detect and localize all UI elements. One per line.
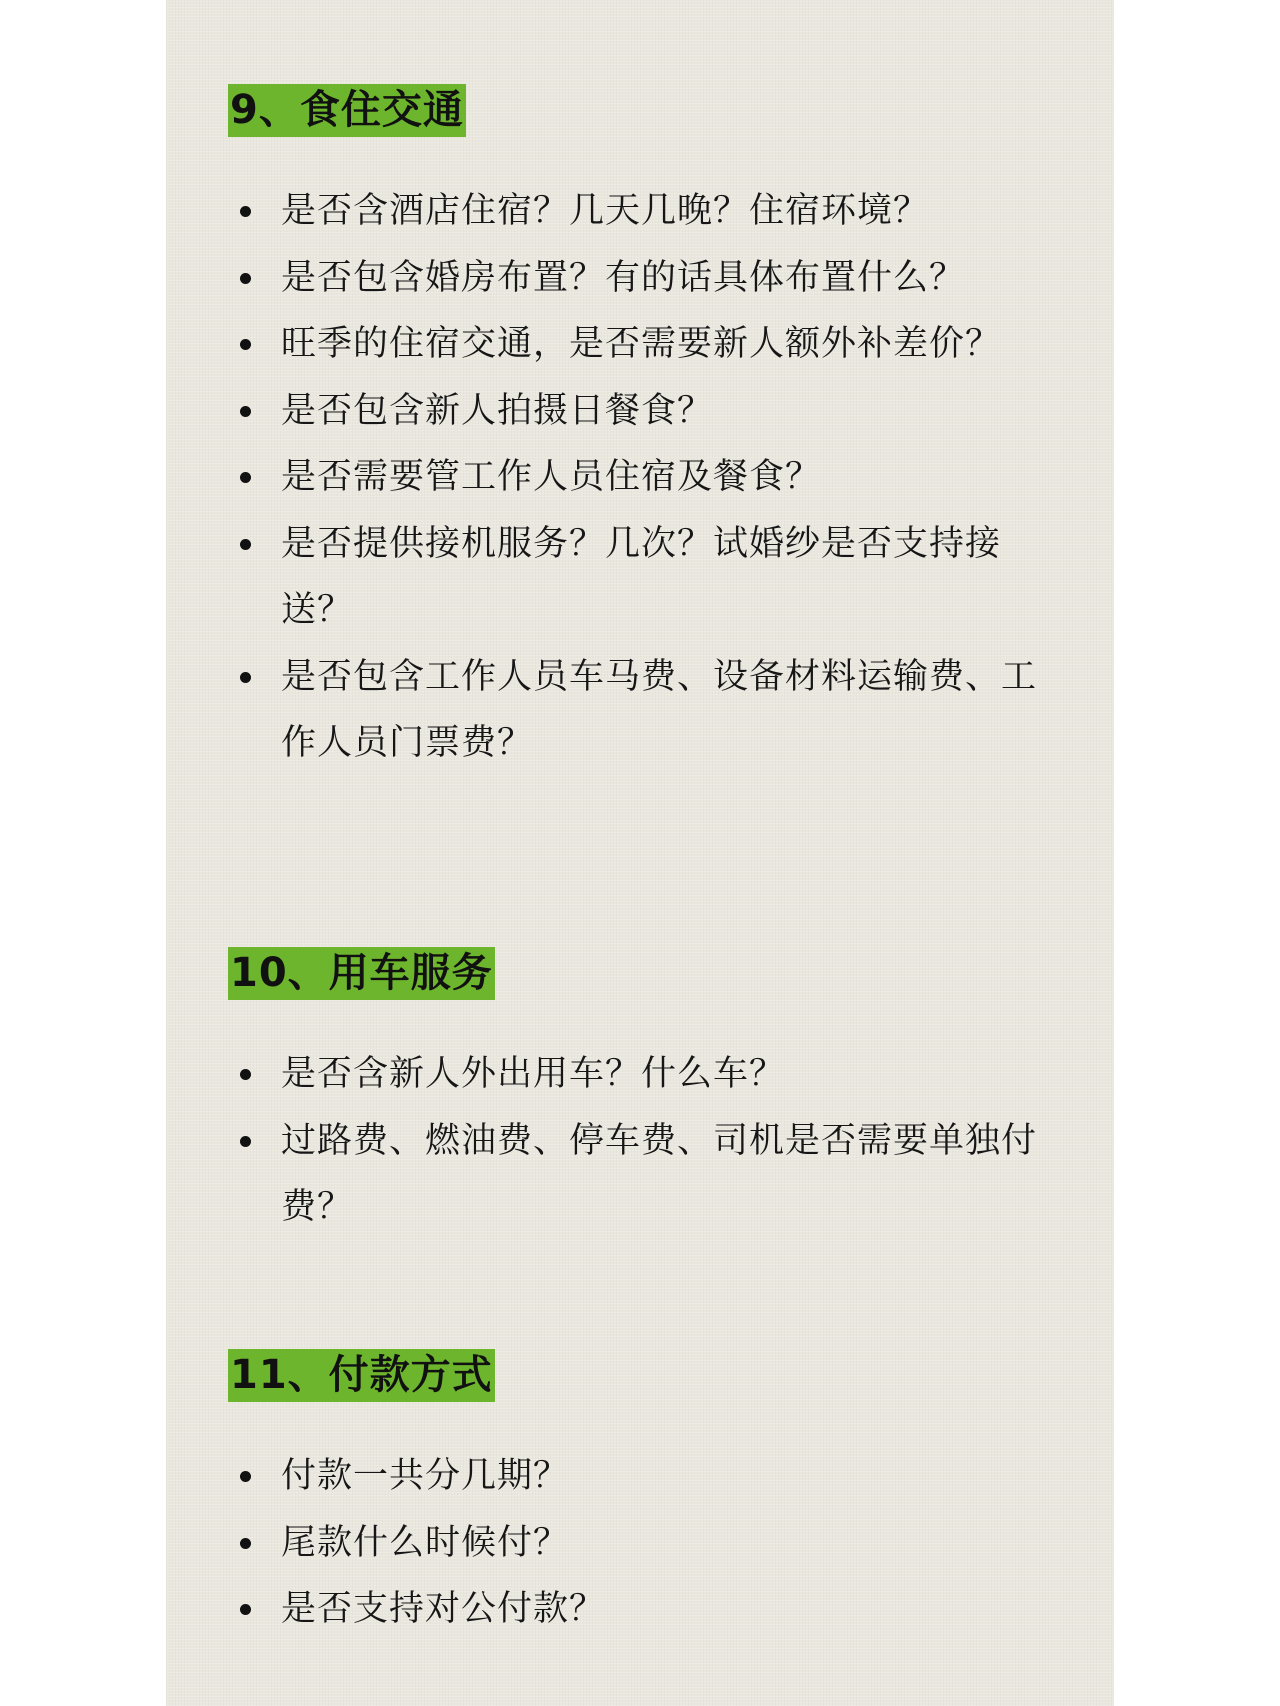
bullet-dot-icon [240,539,251,550]
list-item-text: 是否包含工作人员车马费、设备材料运输费、工作人员门票费？ [281,656,1038,763]
list-item-text: 过路费、燃油费、停车费、司机是否需要单独付费？ [281,1120,1038,1227]
bullet-dot-icon [240,1471,251,1482]
list-item-text: 是否需要管工作人员住宿及餐食？ [281,457,822,497]
section-heading: 11、付款方式 [228,1349,495,1402]
list-item-text: 旺季的住宿交通，是否需要新人额外补差价？ [281,324,1002,364]
bullet-dot-icon [240,273,251,284]
bullet-dot-icon [240,472,251,483]
list-item [228,1576,1068,1643]
section-payment-method [228,1349,1068,1643]
bullet-dot-icon [240,1538,251,1549]
bullet-dot-icon [240,1069,251,1080]
list-item [228,1108,1068,1241]
list-item [228,644,1068,777]
bullet-dot-icon [240,1604,251,1615]
list-item-text: 是否支持对公付款？ [281,1589,606,1629]
list-item [228,245,1068,312]
question-list [228,1443,1068,1643]
list-item [228,1041,1068,1108]
list-item [228,311,1068,378]
list-item [228,444,1068,511]
list-item [228,1510,1068,1577]
list-item-text: 是否包含新人拍摄日餐食？ [281,390,714,431]
question-list [228,178,1068,777]
bullet-dot-icon [240,672,251,683]
bullet-dot-icon [240,339,251,350]
bullet-dot-icon [240,1136,251,1147]
list-item-text: 付款一共分几期？ [281,1456,570,1496]
list-item [228,511,1068,644]
paper-background [166,0,1114,1706]
section-car-service [228,947,1068,1241]
section-food-lodging-transport [228,84,1068,777]
list-item [228,378,1068,445]
list-item [228,1443,1068,1510]
list-item-text: 是否包含婚房布置？有的话具体布置什么？ [281,257,966,298]
section-heading: 9、食住交通 [228,84,466,137]
list-item-text: 是否含酒店住宿？几天几晚？住宿环境？ [281,191,930,231]
list-item-text: 是否提供接机服务？几次？试婚纱是否支持接送？ [281,523,1002,630]
question-list [228,1041,1068,1241]
list-item-text: 是否含新人外出用车？什么车？ [281,1054,786,1094]
bullet-dot-icon [240,406,251,417]
bullet-dot-icon [240,206,251,217]
list-item-text: 尾款什么时候付？ [281,1522,570,1563]
section-heading: 10、用车服务 [228,947,495,1000]
list-item [228,178,1068,245]
